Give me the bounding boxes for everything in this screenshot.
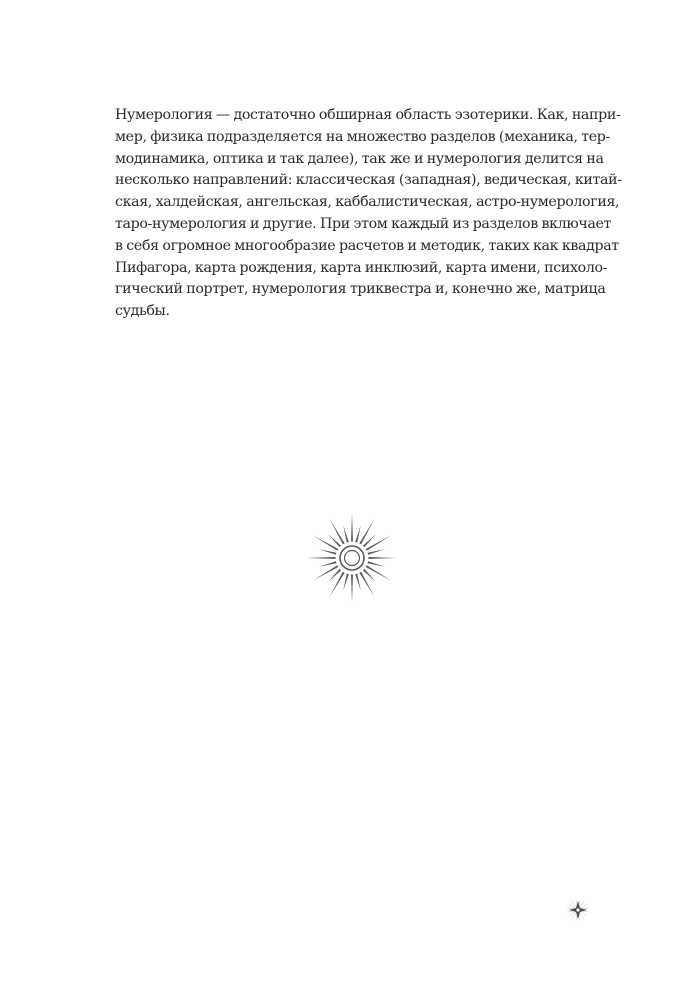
sun-ray [365,557,397,559]
star-ornament-icon [565,897,591,923]
sun-ray [351,513,353,545]
paragraph-line-2: мер, физика подразделяется на множество разделов (механика, тер- [115,128,610,145]
paragraph-line-8: Пифагора, карта рождения, карта инклюзий, карта имени, психоло- [115,259,608,276]
paragraph-line-10: судьбы. [115,303,170,320]
paragraph-line-5: ская, халдейская, ангельская, каббалистическая, астро-нумерология, [115,194,620,211]
paragraph-line-6: таро-нумерология и другие. При этом каждый из разделов включает [115,215,612,232]
sun-ornament-icon [306,512,398,604]
paragraph-line-9: гический портрет, нумерология триквестра и, конечно же, матрица [115,281,606,298]
body-paragraph [115,105,622,323]
paragraph-line-3: модинамика, оптика и так далее), так же и нумерология делится на [115,150,604,167]
paragraph-line-4: несколько направлений: классическая (западная), ведическая, китай- [115,172,622,189]
paragraph-line-1: Нумерология — достаточно обширная область эзотерики. Как, напри- [115,107,621,123]
paragraph-line-7: в себя огромное многообразие расчетов и методик, таких как квадрат [115,237,619,254]
sun-ray [307,557,339,559]
sun-ray [351,571,353,603]
